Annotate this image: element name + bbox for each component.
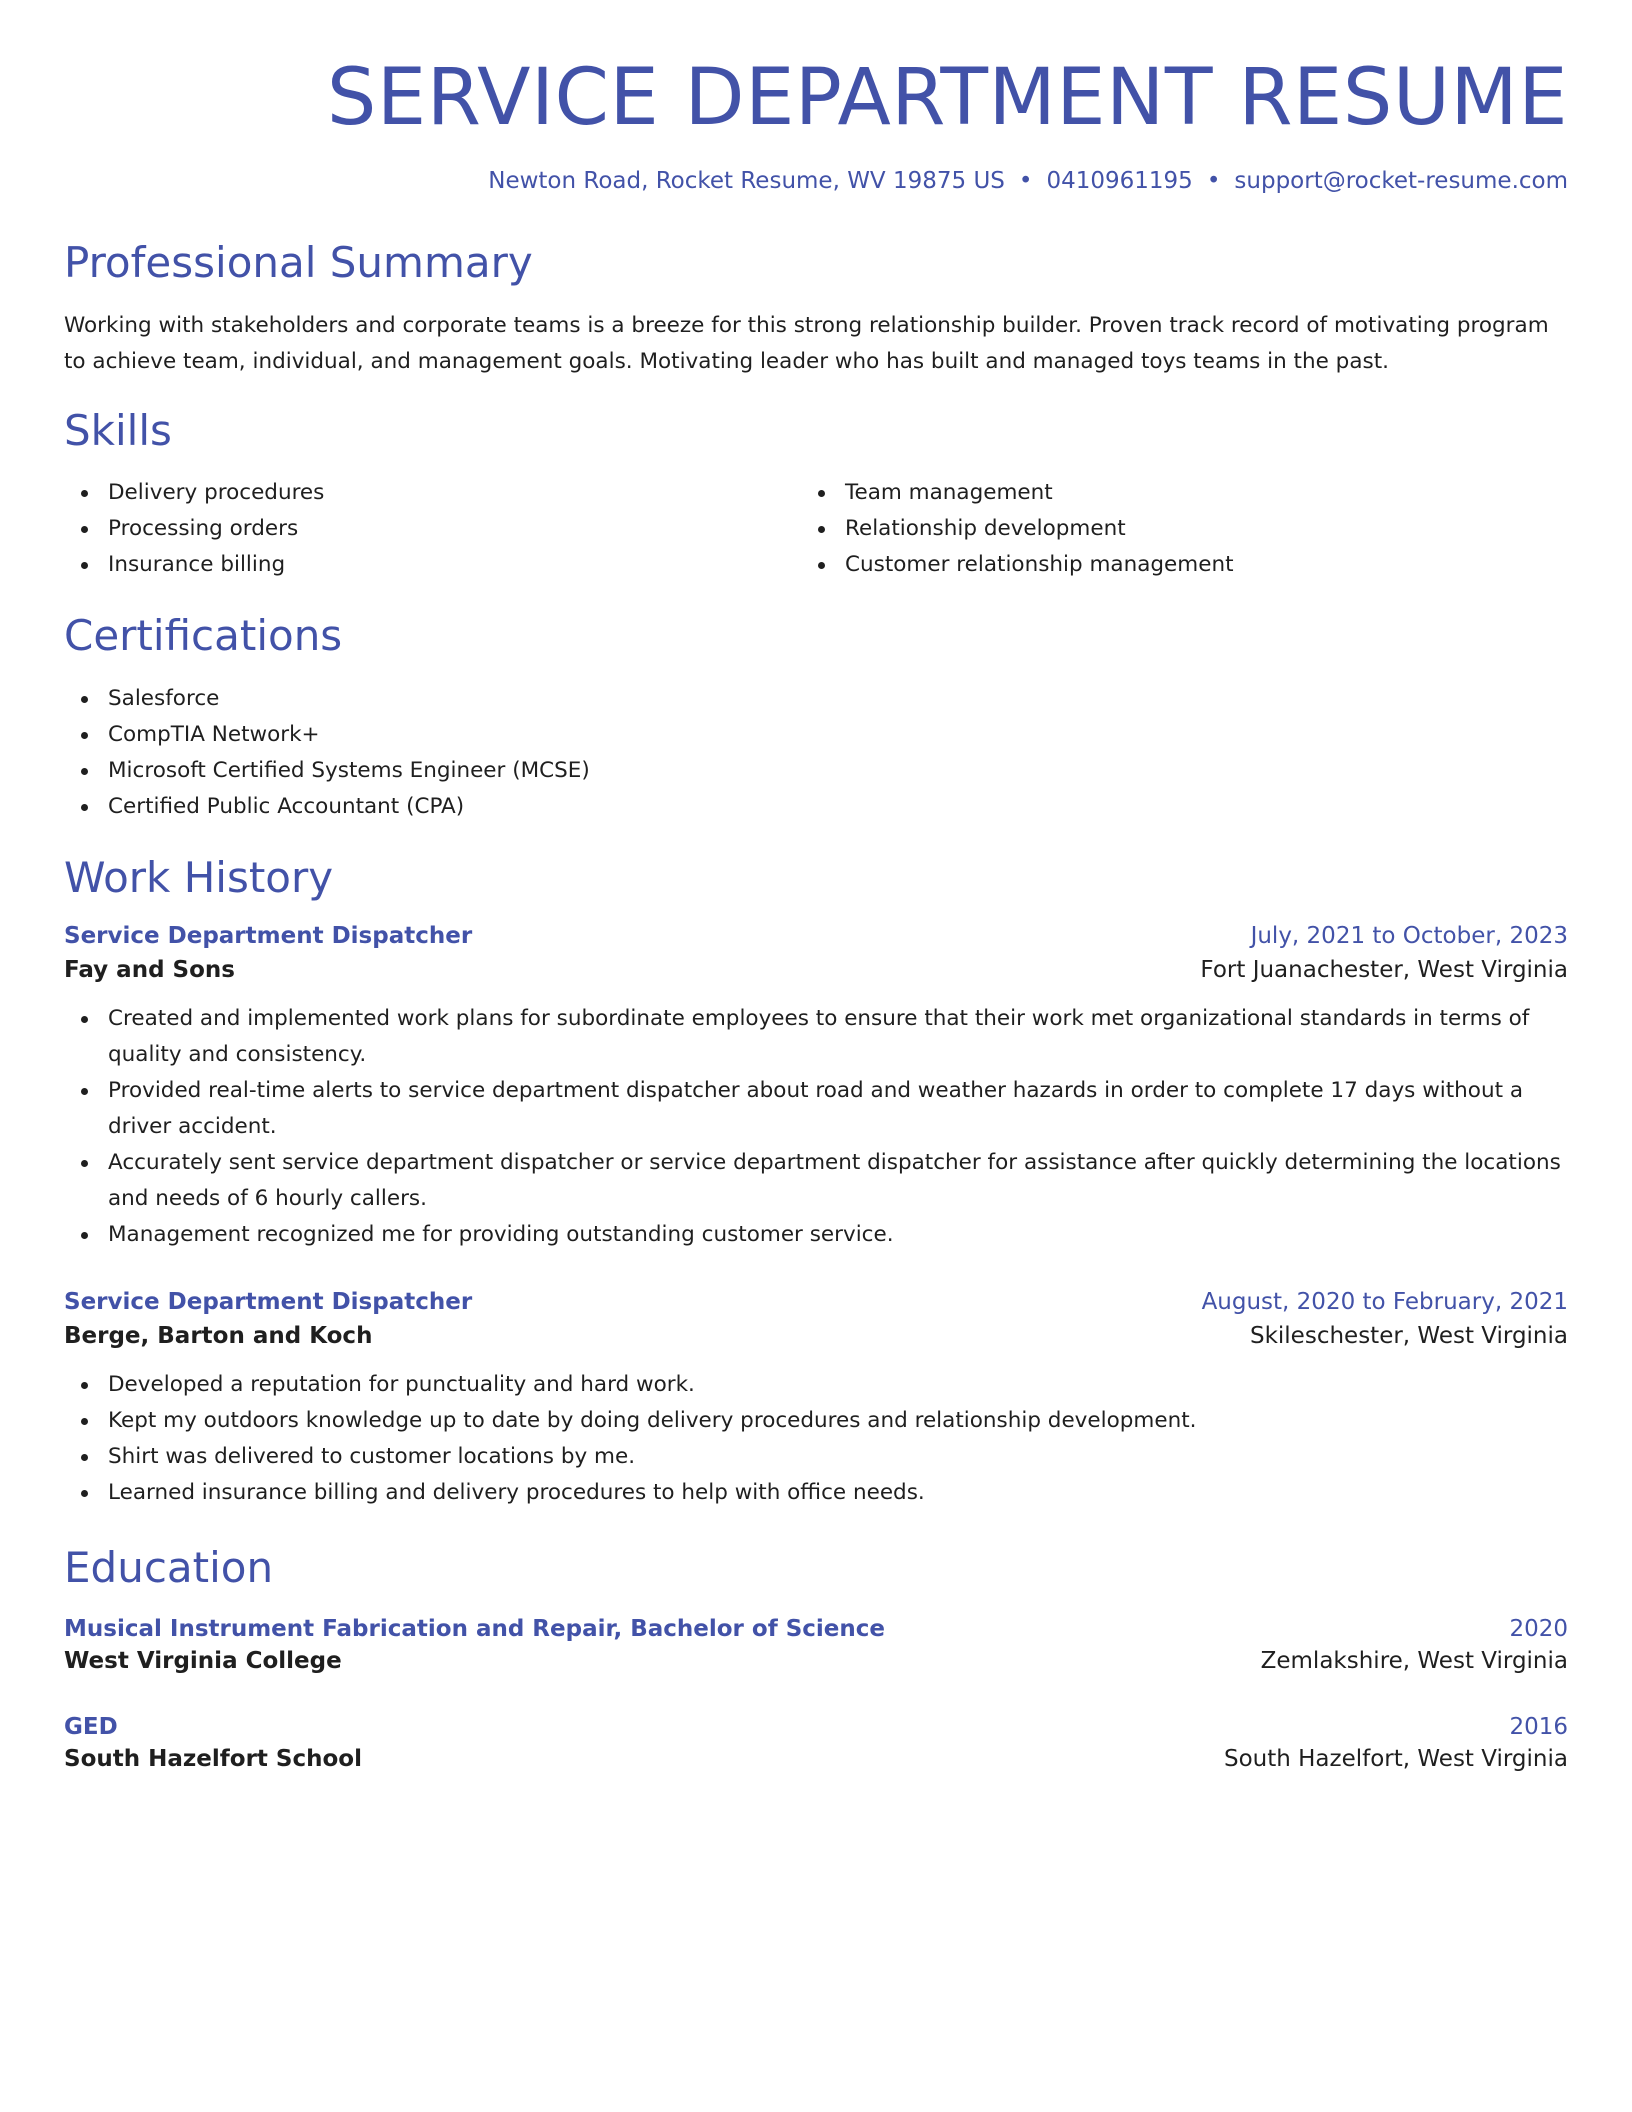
skill-item: Relationship development: [801, 511, 1568, 547]
education-entry: [64, 1616, 1568, 1674]
resume-title: SERVICE DEPARTMENT RESUME: [326, 53, 1568, 143]
certification-item: Certified Public Accountant (CPA): [64, 789, 1568, 825]
work-history-heading: Work History: [64, 852, 334, 902]
education-school-row: [64, 1648, 1568, 1674]
job-dates: August, 2020 to February, 2021: [1201, 1289, 1568, 1316]
job-bullets: [64, 1367, 1568, 1511]
job-header-row: [64, 1289, 1568, 1315]
job-role: Service Department Dispatcher: [64, 923, 473, 950]
education-school: South Hazelfort School: [64, 1745, 362, 1772]
job-company-row: [64, 1323, 1568, 1349]
contact-separator: •: [1206, 167, 1221, 194]
education-heading: Education: [64, 1543, 274, 1593]
education-degree: GED: [64, 1713, 118, 1740]
contact-separator: •: [1018, 167, 1033, 194]
job-role: Service Department Dispatcher: [64, 1289, 473, 1316]
job-bullet: Developed a reputation for punctuality and hard work.: [64, 1367, 1568, 1403]
summary-text: Working with stakeholders and corporate teams is a breeze for this strong relationship builder. Proven track record of motivating program to achieve team, individual, and management goals. Motivating leader who has built and managed toys teams in the past.: [64, 313, 1549, 375]
education-year: 2020: [1509, 1615, 1568, 1642]
skills-list-left: [64, 475, 801, 583]
contact-phone: 0410961195: [1046, 167, 1193, 194]
job-header-row: [64, 923, 1568, 949]
skills-heading: Skills: [64, 406, 172, 456]
job-company: Fay and Sons: [64, 957, 235, 984]
job-company: Berge, Barton and Koch: [64, 1323, 373, 1350]
certification-item: Microsoft Certified Systems Engineer (MCSE): [64, 753, 1568, 789]
certifications-list: [64, 681, 1568, 825]
education-year: 2016: [1509, 1713, 1568, 1740]
skill-item: Customer relationship management: [801, 547, 1568, 583]
job-bullet: Management recognized me for providing outstanding customer service.: [64, 1217, 1568, 1253]
job-bullet: Provided real-time alerts to service department dispatcher about road and weather hazards in order to complete 17 days without a driver accident.: [64, 1073, 1568, 1145]
job-entry: [64, 923, 1568, 1253]
education-header-row: [64, 1616, 1568, 1642]
education-degree: Musical Instrument Fabrication and Repair, Bachelor of Science: [64, 1615, 885, 1642]
certifications-heading: Certifications: [64, 610, 343, 660]
resume-header: [64, 53, 1568, 194]
certification-item: Salesforce: [64, 681, 1568, 717]
education-school: West Virginia College: [64, 1647, 342, 1674]
job-bullet: Kept my outdoors knowledge up to date by doing delivery procedures and relationship development.: [64, 1403, 1568, 1439]
skills-list-right: [801, 475, 1568, 583]
job-bullets: [64, 1001, 1568, 1253]
skill-item: Processing orders: [64, 511, 801, 547]
job-company-row: [64, 957, 1568, 983]
certification-item: CompTIA Network+: [64, 717, 1568, 753]
job-dates: July, 2021 to October, 2023: [1250, 923, 1568, 950]
job-bullet: Created and implemented work plans for subordinate employees to ensure that their work met organizational standards in terms of quality and consistency.: [64, 1001, 1568, 1073]
skill-item: Delivery procedures: [64, 475, 801, 511]
contact-line: [64, 168, 1568, 194]
summary-heading: Professional Summary: [64, 237, 533, 287]
education-header-row: [64, 1714, 1568, 1740]
job-bullet: Accurately sent service department dispatcher or service department dispatcher for assistance after quickly determining the locations and needs of 6 hourly callers.: [64, 1145, 1568, 1217]
skills-grid: [64, 475, 1568, 583]
education-location: Zemlakshire, West Virginia: [1260, 1647, 1568, 1674]
job-location: Fort Juanachester, West Virginia: [1200, 957, 1568, 984]
skill-item: Team management: [801, 475, 1568, 511]
job-location: Skileschester, West Virginia: [1249, 1323, 1568, 1350]
job-bullet: Shirt was delivered to customer locations by me.: [64, 1439, 1568, 1475]
education-entry: [64, 1714, 1568, 1772]
education-school-row: [64, 1746, 1568, 1772]
education-location: South Hazelfort, West Virginia: [1223, 1745, 1568, 1772]
job-bullet: Learned insurance billing and delivery procedures to help with office needs.: [64, 1475, 1568, 1511]
skill-item: Insurance billing: [64, 547, 801, 583]
contact-address: Newton Road, Rocket Resume, WV 19875 US: [488, 167, 1005, 194]
contact-email: support@rocket-resume.com: [1234, 167, 1568, 194]
job-entry: [64, 1289, 1568, 1511]
